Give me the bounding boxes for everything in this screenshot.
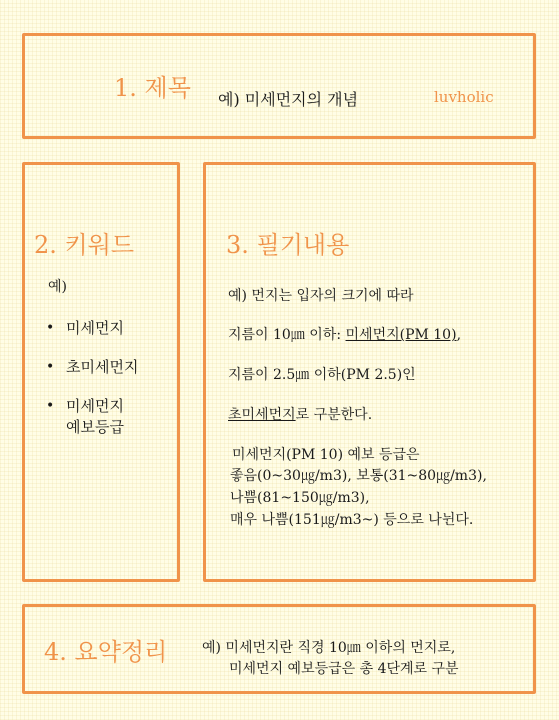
term-pm25: 초미세먼지 xyxy=(228,407,296,423)
title-example: 예) 미세먼지의 개념 xyxy=(218,90,359,109)
keyword-item: • 미세먼지 xyxy=(46,319,124,337)
term-pm10: 미세먼지(PM 10) xyxy=(345,327,457,343)
grade-line-2: 나쁨(81~150㎍/m3), xyxy=(230,490,370,506)
keyword-list xyxy=(44,318,138,456)
grade-line-1: 좋음(0~30㎍/m3), 보통(31~80㎍/m3), xyxy=(230,468,487,484)
bullet-icon: • xyxy=(46,359,55,375)
keyword-heading: 2. 키워드 xyxy=(34,231,135,259)
notes-heading: 3. 필기내용 xyxy=(226,231,350,259)
bullet-icon: • xyxy=(46,320,55,336)
summary-line-1: 예) 미세먼지란 직경 10㎛ 이하의 먼지로, xyxy=(202,640,456,656)
grade-title: 미세먼지(PM 10) 예보 등급은 xyxy=(232,447,420,463)
keyword-example-label: 예) xyxy=(48,279,67,295)
title-box xyxy=(22,33,536,139)
summary-heading: 4. 요약정리 xyxy=(44,638,168,666)
notes-line-4: 초미세먼지로 구분한다. xyxy=(228,407,373,423)
author-name: luvholic xyxy=(434,88,494,106)
grade-line-3: 매우 나쁨(151㎍/m3~) 등으로 나뉜다. xyxy=(230,512,474,528)
summary-line-2: 미세먼지 예보등급은 총 4단계로 구분 xyxy=(229,661,459,677)
notes-line-2: 지름이 10㎛ 이하: 미세먼지(PM 10), xyxy=(228,327,462,343)
bullet-icon: • xyxy=(46,398,55,414)
notes-line-3: 지름이 2.5㎛ 이하(PM 2.5)인 xyxy=(228,367,416,383)
keyword-item: • 미세먼지 예보등급 xyxy=(46,397,124,436)
title-heading: 1. 제목 xyxy=(114,74,191,102)
keyword-item: • 초미세먼지 xyxy=(46,358,139,376)
notes-line-1: 예) 먼지는 입자의 크기에 따라 xyxy=(228,288,414,304)
